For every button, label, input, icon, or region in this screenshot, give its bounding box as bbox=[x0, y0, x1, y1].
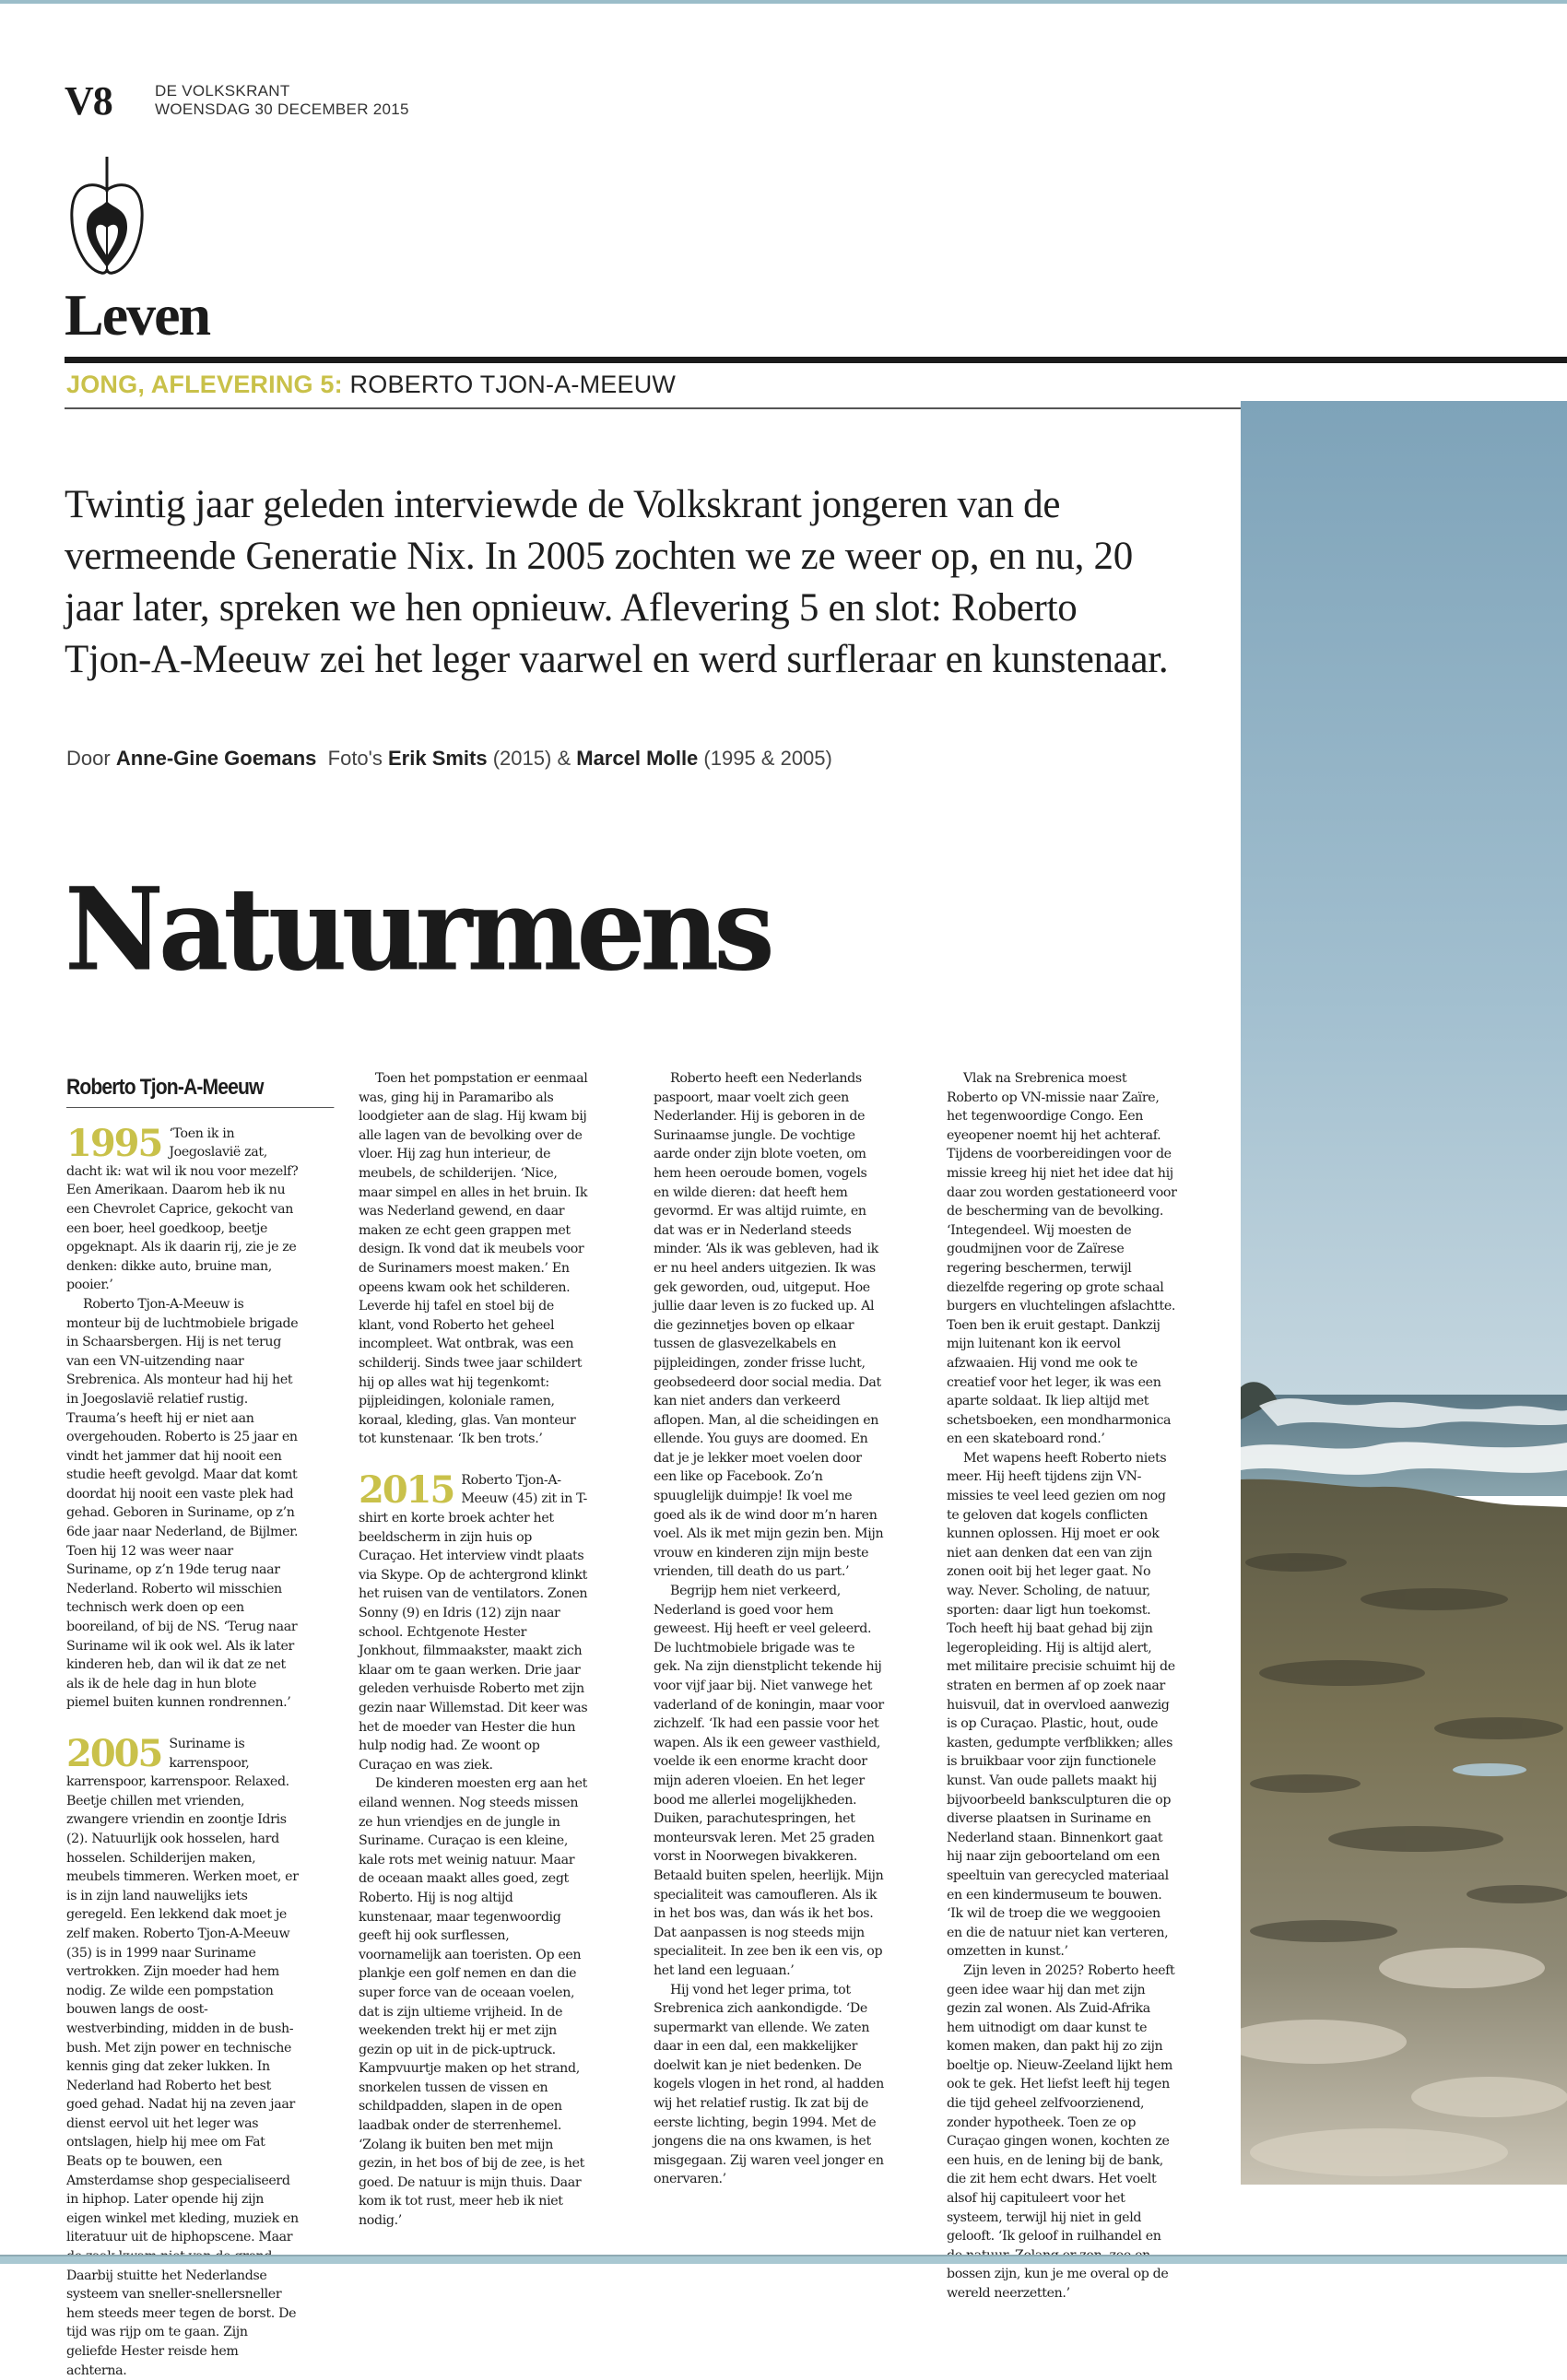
byline-photographer-1: Erik Smits bbox=[388, 747, 488, 770]
article-column-1 bbox=[66, 1075, 299, 2380]
byline-photographer-1-years: (2015) & bbox=[492, 747, 571, 770]
series-kicker bbox=[66, 371, 676, 399]
section-rule bbox=[65, 357, 1567, 363]
paragraph-2015-intro: 2015 Roberto Tjon-A-Meeuw (45) zit in T-shirt en korte broek achter het beeldscherm in zijn huis op Curaçao. Het interview vindt plaats via Skype. Op de achtergrond klinkt het ruisen van de ventilators. Zonen Sonny (9) en Idris (12) zijn naar school. Echtgenote Hester Jonkhout, filmmaakster, maakt zich klaar om te gaan werken. Drie jaar geleden verhuisde Roberto met zijn gezin naar Willemstad. Dit keer was het de moeder van Hester die hun hulp nodig had. Ze woont op Curaçao en was ziek. bbox=[359, 1467, 588, 1773]
subject-name-heading: Roberto Tjon-A-Meeuw bbox=[66, 1078, 334, 1108]
paragraph-2015-army: Begrijp hem niet verkeerd, Nederland is goed voor hem geweest. Hij heeft er veel geleerd. De luchtmobiele brigade was te gek. Na zijn dienstplicht tekende hij voor vijf jaar bij. Niet vanwege het vaderland of de koningin, maar voor zichzelf. ‘Ik had een passie voor het wapen. Als ik een geweer vasthield, voelde ik een enorme kracht door mijn aderen vloeien. En het leger bood me allerlei mogelijkheden. Duiken, parachutespringen, het monteursvak leren. Met 25 graden vorst in Noorwegen bivakkeren. Betaald buiten spelen, heerlijk. Mijn specialiteit was camoufleren. Als ik in het bos was, dan wás ik het bos. Dat aanpassen is nog steeds mijn specialiteit. In zee ben ik een vis, op het land een leguaan.’ bbox=[654, 1584, 884, 1978]
year-marker-1995: 1995 bbox=[66, 1121, 162, 1165]
paragraph-2015-srebrenica: Hij vond het leger prima, tot Srebrenica zich aankondigde. ‘De supermarkt van ellende. We zaten daar in een dal, een makkelijker doelwit kan je niet bedenken. De kogels vlogen in het rond, al hadden wij het relatief rustig. Ik zat bij de eerste lichting, begin 1994. Met de jongens die na ons kwamen, is het misgegaan. Zij waren veel jonger en onervaren.’ bbox=[654, 1982, 884, 2187]
byline bbox=[66, 747, 832, 771]
page-top-border bbox=[0, 0, 1567, 4]
coastline-photo bbox=[1241, 401, 1567, 2185]
paragraph-2015-weapons: Met wapens heeft Roberto niets meer. Hij heeft tijdens zijn VN-missies te veel leed gezien om nog te geloven dat kogels conflicten kunnen oplossen. Hij moet er ook niet aan denken dat een van zijn zonen ooit bij het leger gaat. No way. Never. Scholing, de natuur, sporten: daar ligt hun toekomst. Toch heeft hij baat gehad bij zijn legeropleiding. Hij is altijd alert, met militaire precisie schuimt hij de straten en bermen af op zoek naar huisvuil, dat in overvloed aanwezig is op Curaçao. Plastic, hout, oude kasten, gedumpte verfblikken; alles is bruikbaar voor zijn functionele kunst. Van oude pallets maakt hij bijvoorbeeld banksculpturen die op diverse plaatsen in Suriname en Nederland staan. Binnenkort gaat hij naar zijn geboorteland om een speeltuin van gerecycled materiaal en een kindermuseum te bouwen. ‘Ik wil de troep die we weggooien en die de natuur niet kan verteren, omzetten in kunst.’ bbox=[947, 1450, 1175, 1960]
paragraph-2005-intro: 2005 Suriname is karrenspoor, karrenspoor, karrenspoor. Relaxed. Beetje chillen met vrienden, zwangere vriendin en zoontje Idris (2). Natuurlijk ook hosselen, hard hosselen. Schilderijen maken, meubels timmeren. Werken moet, er is in zijn land nauwelijks iets geregeld. Een lekkend dak moet je zelf maken. Roberto Tjon-A-Meeuw (35) is in 1999 naar Suriname vertrokken. Zijn moeder had hem nodig. Ze wilde een pompstation bouwen langs de oost-westverbinding, midden in de bush-bush. Met zijn power en technische kennis ging dat zeker lukken. In Nederland had Roberto het best goed gehad. Nadat hij na zeven jaar dienst eervol uit het leger was ontslagen, hielp hij mee om Fat Beats op te bouwen, een Amsterdamse shop gespecialiseerd in hiphop. Later opende hij zijn eigen winkel met kleding, muziek en literatuur uit de hiphopscene. Maar Daarbij stuitte het Nederlandse systeem van sneller-snellersneller hem steeds meer tegen de borst. De tijd was rijp om te gaan. Zijn geliefde Hester reisde hem achterna. bbox=[66, 1732, 299, 2378]
paper-name: DE VOLKSKRANT bbox=[155, 82, 290, 100]
issue-date: WOENSDAG 30 DECEMBER 2015 bbox=[155, 100, 409, 118]
paragraph-1995-profile: Roberto Tjon-A-Meeuw is monteur bij de luchtmobiele brigade in Schaarsbergen. Hij is net terug van een VN-uitzending naar Srebrenica. Als monteur had hij het in Joegoslavië relatief rustig. Trauma’s heeft hij er niet aan overgehouden. Roberto is 25 jaar en vindt het jammer dat hij nooit een studie heeft gevolgd. Maar dat komt doordat hij nooit een vaste plek had gehad. Geboren in Suriname, op z’n 6de jaar naar Nederland, de Bijlmer. Toen hij 12 was weer naar Suriname, op z’n 19de terug naar Nederland. Roberto wil misschien technisch werk doen op een booreiland, of bij de NS. ‘Terug naar Suriname wil ik ook wel. Als ik later kinderen heb, dan wil ik dat ze net als ik de hele dag in hun blote piemel buiten kunnen rondrennen.’ bbox=[66, 1296, 299, 1711]
intro-lede: Twintig jaar geleden interviewde de Volkskrant jongeren van de vermeende Generatie Nix. In 2005 zochten we ze weer op, en nu, 20 jaar later, spreken we hen opnieuw. Aflevering 5 en slot: Roberto Tjon-A-Meeuw zei het leger vaarwel en werd surfleraar en kunstenaar. bbox=[65, 483, 1169, 681]
paragraph-2015-passport: Roberto heeft een Nederlands paspoort, maar voelt zich geen Nederlander. Hij is geboren in de Surinaamse jungle. De vochtige aarde onder zijn blote voeten, om hem heen oeroude bomen, vogels en wilde dieren: dat heeft hem gevormd. Er was altijd ruimte, en dat was er in Nederland steeds minder. ‘Als ik was gebleven, had ik er nu heel anders uitgezien. Ik was gek geworden, oud, uitgeput. Hoe jullie daar leven is zo fucked up. Al die gezinnetjes boven op elkaar tussen de glasvezelkabels en pijpleidingen, zonder frisse lucht, geobsedeerd door social media. Dat kan niet anders dan verkeerd aflopen. Man, al die scheidingen en ellende. You guys are doomed. En dat je je lekker moet voelen door een like op Facebook. Zo’n spuuglelijk duimpje! Ik voel me goed als ik de wind door m’n haren voel. Als ik met mijn gezin ben. Mijn vrouw en kinderen zijn mijn beste vrienden, till death do us part.’ bbox=[654, 1071, 884, 1580]
paragraph-2005-painting: Toen het pompstation er eenmaal was, ging hij in Paramaribo als loodgieter aan de slag. Hij kwam bij alle lagen van de bevolking over de vloer. Hij zag hun interieur, de meubels, de schilderijen. ‘Nice, maar simpel en alles in het bruin. Ik was Nederland gewend, en daar maken ze echt geen grappen met design. Ik vond dat ik meubels voor de Surinamers moest maken.’ En opeens kwam ook het schilderen. Leverde hij tafel en stoel bij de klant, vond Roberto het geheel incompleet. Wat ontbrak, was een schilderij. Sinds twee jaar schildert hij op alles wat hij tegenkomt: pijpleidingen, koloniale ramen, koraal, kleding, glas. Van monteur tot kunstenaar. ‘Ik ben trots.’ bbox=[359, 1071, 588, 1447]
article-column-3 bbox=[654, 1069, 884, 2189]
paragraph-2015-future: Zijn leven in 2025? Roberto heeft geen idee waar hij dan met zijn gezin zal wonen. Als Zuid-Afrika hem uitnodigt om daar kunst te komen maken, dan pakt hij zo zijn boeltje op. Nieuw-Zeeland lijkt hem ook te gek. Het liefst leeft hij tegen die tijd geheel zelfvoorzienend, zonder hypotheek. Toen ze op Curaçao gingen wonen, kochten ze een huis, en de lening bij de bank, die zit hem echt dwars. Het voelt alsof hij capituleert voor het systeem, terwijl hij niet in geld gelooft. ‘Ik geloof in ruilhandel en bossen zijn, kun je me overal op de wereld neerzetten.’ bbox=[947, 1962, 1175, 2301]
section-title: Leven bbox=[65, 282, 210, 348]
paragraph-2015-island: De kinderen moesten erg aan het eiland wennen. Nog steeds missen ze hun vriendjes en de jungle in Suriname. Curaçao is een kleine, kale rots met weinig natuur. Maar de oceaan maakt alles goed, zegt Roberto. Hij is nog altijd kunstenaar, maar tegenwoordig geeft hij ook surflessen, voornamelijk aan toeristen. Op een plankje een golf nemen en dan die super force van de oceaan voelen, dat is zijn ultieme vrijheid. In de weekenden trekt hij er met zijn gezin op uit in de pick-uptruck. Kampvuurtje maken op het strand, snorkelen tussen de vissen en schildpadden, slapen in de open laadbak onder de sterrenhemel. ‘Zolang ik buiten ben met mijn gezin, in het bos of bij de zee, is het goed. De natuur is mijn thuis. Daar kom ik tot rust, meer heb ik niet nodig.’ bbox=[359, 1776, 587, 2229]
byline-photographer-2: Marcel Molle bbox=[576, 747, 699, 770]
paragraph-1995-quote: 1995 ‘Toen ik in Joegoslavië zat, dacht ik: wat wil ik nou voor mezelf? Een Amerikaan. Daarom heb ik nu een Chevrolet Caprice, gekocht van een boer, heel goedkoop, beetje opgeknapt. Als ik daarin rij, zie je ze denken: dikke auto, bruine man, pooier.’ bbox=[66, 1121, 299, 1293]
masthead bbox=[155, 82, 409, 119]
byline-photo-label: Foto's bbox=[327, 747, 383, 770]
article-column-2 bbox=[359, 1069, 589, 2231]
series-label: JONG, AFLEVERING 5: bbox=[66, 371, 343, 398]
byline-photographer-2-years: (1995 & 2005) bbox=[703, 747, 832, 770]
series-subject: ROBERTO TJON-A-MEEUW bbox=[349, 371, 677, 398]
page-bottom-border bbox=[0, 2255, 1567, 2264]
year-marker-2015: 2015 bbox=[359, 1467, 454, 1512]
year-marker-2005: 2005 bbox=[66, 1732, 162, 1775]
byline-author: Anne-Gine Goemans bbox=[115, 747, 317, 770]
page-number: V8 bbox=[65, 78, 112, 124]
paragraph-2015-zaire: Vlak na Srebrenica moest Roberto op VN-missie naar Zaïre, het tegenwoordige Congo. Een eyeopener noemt hij het achteraf. Tijdens de voorbereidingen voor de missie kreeg hij niet het idee dat hij daar zou worden gestationeerd voor de bescherming van de bevolking. ‘Integendeel. Wij moesten de goudmijnen voor de Zaïrese regering beschermen, terwijl diezelfde regering op grote schaal burgers en vluchtelingen afslachtte. Toen ben ik eruit gestapt. Dankzij mijn luitenant kon ik eervol afzwaaien. Hij vond me ook te creatief voor het leger, ik was een aparte soldaat. Ik liep altijd met schetsboeken, een mondharmonica en een skateboard rond.’ bbox=[947, 1071, 1177, 1447]
headline: Natuurmens bbox=[65, 861, 770, 996]
article-column-4 bbox=[947, 1069, 1177, 2303]
byline-door: Door bbox=[66, 747, 111, 770]
apple-icon bbox=[66, 155, 159, 289]
